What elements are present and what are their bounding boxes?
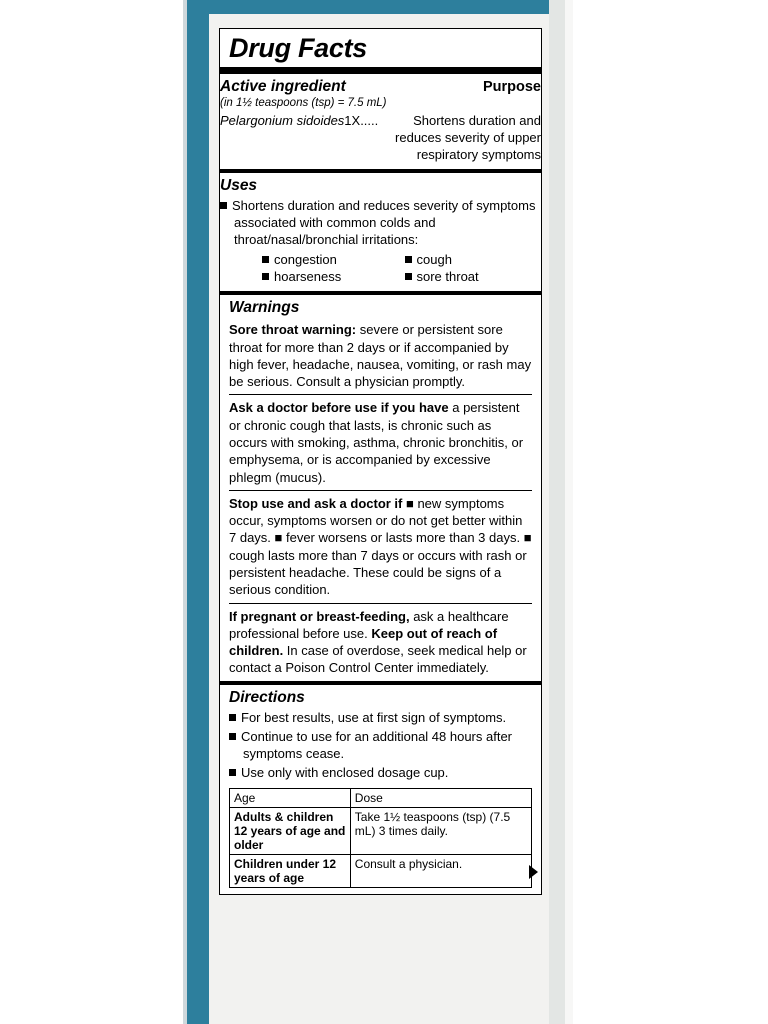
warnings-heading: Warnings [229,299,300,317]
package-spine [187,0,209,1024]
active-ingredient-heading: Active ingredient [220,78,346,95]
dosage-table [229,788,532,888]
bullet-square-icon [405,256,412,263]
warning-body: a persistent or chronic cough that lasts, is chronic such as occurs with smoking, asthma, chronic bronchitis, or emphysema, or is accompanied by excessive phlegm (mucus). [229,400,524,485]
table-row [230,807,532,854]
warning-lead-in: Stop use and ask a doctor if [229,495,403,511]
cell-age: Children under 12 years of age [230,854,351,887]
warnings-section [220,295,541,680]
uses-sub-item [405,269,542,286]
warning-body-2: In case of overdose, seek medical help or contact a Poison Control Center immediately. [229,643,527,676]
table-row [230,854,532,887]
cell-dose: Consult a physician. [350,854,531,887]
bullet-square-icon [262,256,269,263]
directions-bullet [229,764,532,781]
page-title: Drug Facts [229,33,368,63]
package-top-band [209,0,549,14]
active-ingredient-name-wrap [220,113,378,164]
purpose-heading: Purpose [482,79,541,95]
cell-age: Adults & children 12 years of age and older [230,807,351,854]
continuation-arrow-icon [529,865,538,879]
dosage-table-wrapper [229,788,532,888]
uses-section [220,173,541,291]
bullet-square-icon [229,714,236,721]
divider-thick-title [220,67,541,74]
uses-sub-item-label: hoarseness [274,269,342,285]
warning-paragraph-stop-use [229,491,532,603]
table-header-row [230,788,532,807]
bullet-square-icon [405,273,412,280]
warning-lead-in: Ask a doctor before use if you have [229,400,449,416]
uses-bullet [220,197,541,248]
bullet-square-icon [262,273,269,280]
uses-sub-item [262,252,399,269]
uses-sub-item [262,269,399,286]
active-ingredient-purpose: Shortens duration and reduces severity of upper respiratory symptoms [395,113,541,163]
uses-symptom-grid [220,252,541,287]
uses-sub-item-label: congestion [274,251,337,267]
warning-body: ■ new symptoms occur, symptoms worsen or do not get better within 7 days. ■ fever worsens or lasts more than 3 days. ■ cough lasts more than 7 days or occurs with rash or persistent headache. These could be signs of a serious condition. [229,495,532,598]
active-ingredient-section [220,74,541,169]
directions-bullet-text: For best results, use at first sign of symptoms. [241,709,507,725]
warning-lead-in: If pregnant or breast-feeding, [229,608,410,624]
warning-lead-in-2: Keep out of reach of children. [229,625,498,659]
directions-section [220,685,541,894]
column-header-age: Age [230,788,351,807]
uses-heading: Uses [220,177,258,195]
package-right-edge [549,0,565,1024]
warning-lead-in: Sore throat warning: [229,322,357,338]
package-right-edge-highlight [565,0,573,1024]
cell-dose: Take 1½ teaspoons (tsp) (7.5 mL) 3 times daily. [350,807,531,854]
directions-bullet-text: Use only with enclosed dosage cup. [241,765,449,781]
directions-bullet [229,709,532,726]
bullet-square-icon [220,202,227,209]
uses-sub-item-label: sore throat [416,269,479,285]
warning-body: ask a healthcare professional before use. [229,608,509,641]
directions-heading: Directions [229,688,305,706]
warning-paragraph-sore-throat [229,317,532,394]
warning-paragraph-pregnancy [229,604,532,681]
active-ingredient-row [220,113,541,164]
drug-facts-panel [219,28,542,895]
active-ingredient-name: Pelargonium sidoides [220,113,345,129]
warning-body: severe or persistent sore throat for more than 2 days or if accompanied by high fever, headache, nausea, vomiting, or rash may be serious. Consult a physician promptly. [229,322,532,390]
active-ingredient-strength: 1X..... [344,113,379,129]
bullet-square-icon [229,769,236,776]
uses-bullet-text: Shortens duration and reduces severity of symptoms associated with common colds and throat/nasal/bronchial irritations: [232,198,536,248]
bullet-square-icon [229,733,236,740]
uses-sub-item [405,252,542,269]
drug-facts-title-area [220,29,541,67]
warning-paragraph-ask-doctor [229,395,532,489]
uses-sub-item-label: cough [416,251,452,267]
active-ingredient-subtext: (in 1½ teaspoons (tsp) = 7.5 mL) [220,97,387,109]
directions-bullet [229,728,532,763]
column-header-dose: Dose [350,788,531,807]
directions-bullet-text: Continue to use for an additional 48 hours after symptoms cease. [241,728,513,762]
